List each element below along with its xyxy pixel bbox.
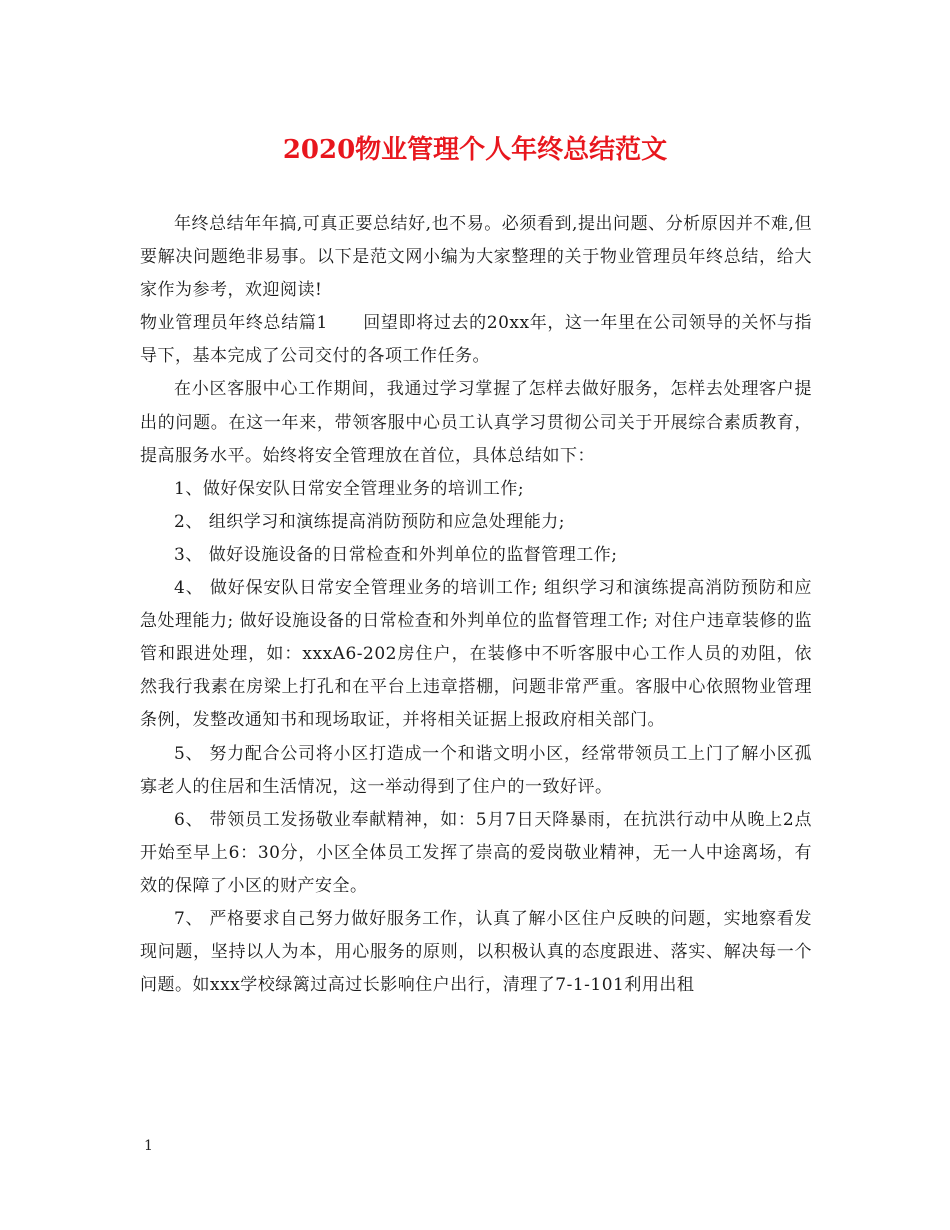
- list-item-7: 7、 严格要求自己努力做好服务工作，认真了解小区住户反映的问题，实地察看发现问题，坚持以人为本，用心服务的原则，以积极认真的态度跟进、落实、解决每一个问题。如xxx学校绿篱过高过长影响住户出行，清理了7-1-101利用出租: [140, 908, 812, 996]
- intro-paragraph: 年终总结年年搞,可真正要总结好,也不易。必须看到,提出问题、分析原因并不难,但要解决问题绝非易事。以下是范文网小编为大家整理的关于物业管理员年终总结，给大家作为参考，欢迎阅读!: [140, 214, 812, 301]
- document-body: [140, 208, 812, 1002]
- list-item-3: 3、 做好设施设备的日常检查和外判单位的监督管理工作;: [174, 544, 618, 565]
- section-heading-paragraph: 物业管理员年终总结篇1 回望即将过去的20xx年，这一年里在公司领导的关怀与指导下，基本完成了公司交付的各项工作任务。: [140, 313, 812, 367]
- page-number: 1: [144, 1138, 153, 1154]
- document-title: 2020物业管理个人年终总结范文: [282, 135, 668, 165]
- list-item-1: 1、做好保安队日常安全管理业务的培训工作;: [174, 478, 525, 499]
- list-item-2: 2、 组织学习和演练提高消防预防和应急处理能力;: [174, 511, 565, 532]
- body-paragraph: 在小区客服中心工作期间，我通过学习掌握了怎样去做好服务，怎样去处理客户提出的问题。在这一年来，带领客服中心员工认真学习贯彻公司关于开展综合素质教育，提高服务水平。始终将安全管理放在首位，具体总结如下：: [140, 379, 812, 466]
- list-item-5: 5、 努力配合公司将小区打造成一个和谐文明小区，经常带领员工上门了解小区孤寡老人的住居和生活情况，这一举动得到了住户的一致好评。: [140, 743, 812, 797]
- list-item-6: 6、 带领员工发扬敬业奉献精神，如：5月7日天降暴雨，在抗洪行动中从晚上2点开始至早上6：30分，小区全体员工发挥了崇高的爱岗敬业精神，无一人中途离场，有效的保障了小区的财产安全。: [140, 809, 812, 896]
- list-item-4: 4、 做好保安队日常安全管理业务的培训工作; 组织学习和演练提高消防预防和应急处理能力; 做好设施设备的日常检查和外判单位的监督管理工作; 对住户违章装修的监管和跟进处理，如：xxxA6-202房住户，在装修中不听客服中心工作人员的劝阻，依然我行我素在房梁上打孔和在平台上违章搭棚，问题非常严重。客服中心依照物业管理条例，发整改通知书和现场取证，并将相关证据上报政府相关部门。: [140, 578, 812, 731]
